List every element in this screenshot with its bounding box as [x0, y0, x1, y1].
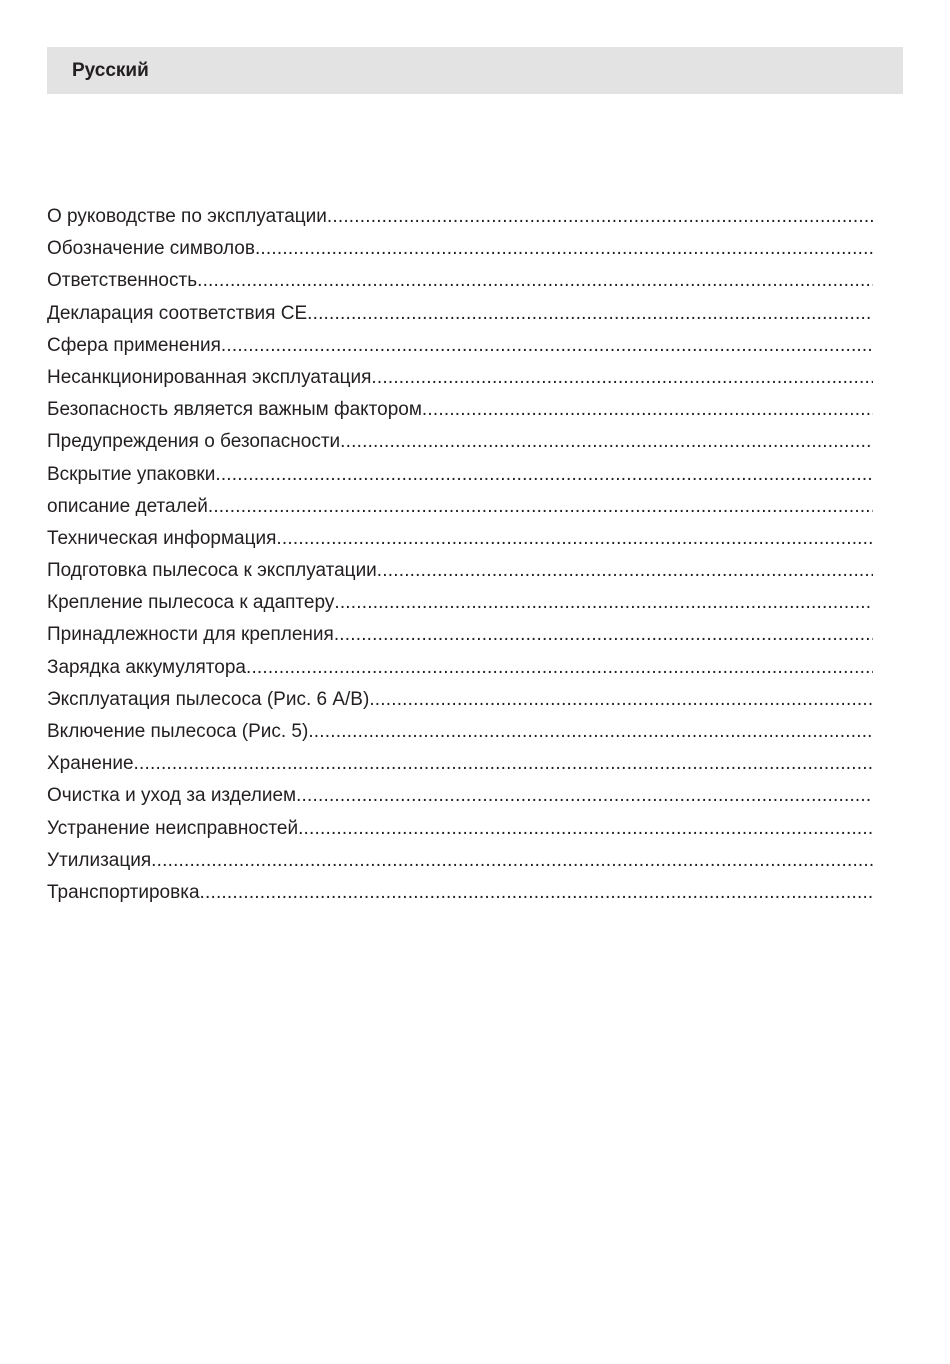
toc-entry — [47, 459, 873, 491]
toc-entry — [47, 265, 873, 297]
toc-dot-leader — [255, 233, 873, 265]
toc-entry — [47, 716, 873, 748]
toc-dot-leader — [371, 362, 873, 394]
toc-entry — [47, 233, 873, 265]
language-title: Русский — [72, 60, 149, 81]
toc-entry — [47, 491, 873, 523]
toc-dot-leader — [422, 394, 873, 426]
toc-dot-leader — [200, 877, 873, 909]
language-header-bar — [47, 47, 903, 94]
toc-dot-leader — [298, 813, 873, 845]
toc-entry-label: Несанкционированная эксплуатация — [47, 366, 372, 388]
toc-dot-leader — [327, 201, 873, 233]
toc-entry — [47, 780, 873, 812]
toc-dot-leader — [377, 555, 873, 587]
toc-entry-label: Ответственность — [47, 270, 198, 292]
toc-entry-label: Вскрытие упаковки — [47, 463, 216, 485]
toc-dot-leader — [208, 491, 873, 523]
toc-entry-label: Обозначение символов — [47, 238, 255, 260]
toc-entry — [47, 394, 873, 426]
toc-dot-leader — [246, 652, 873, 684]
toc-entry-label: Безопасность является важным фактором — [47, 399, 422, 421]
toc-entry-label: Сфера применения — [47, 334, 221, 356]
toc-entry — [47, 201, 873, 233]
toc-entry — [47, 555, 873, 587]
toc-entry-label: Транспортировка — [47, 881, 200, 903]
toc-entry-label: Очистка и уход за изделием — [47, 785, 297, 807]
toc-entry — [47, 748, 873, 780]
toc-entry — [47, 362, 873, 394]
toc-entry — [47, 587, 873, 619]
toc-entry-label: Устранение неисправностей — [47, 817, 299, 839]
toc-dot-leader — [296, 780, 873, 812]
toc-entry-label: Утилизация — [47, 849, 152, 871]
toc-dot-leader — [197, 265, 873, 297]
toc-dot-leader — [276, 523, 873, 555]
toc-entry-label: Хранение — [47, 753, 134, 775]
toc-entry — [47, 845, 873, 877]
toc-dot-leader — [215, 459, 873, 491]
toc-entry — [47, 523, 873, 555]
toc-entry — [47, 426, 873, 458]
toc-entry-label: Принадлежности для крепления — [47, 624, 334, 646]
toc-entry — [47, 652, 873, 684]
table-of-contents — [47, 201, 873, 909]
toc-dot-leader — [334, 619, 873, 651]
toc-entry-label: Зарядка аккумулятора — [47, 656, 246, 678]
toc-entry-label: Техническая информация — [47, 527, 277, 549]
toc-entry-label: Крепление пылесоса к адаптеру — [47, 592, 335, 614]
toc-entry-label: О руководстве по эксплуатации — [47, 206, 327, 227]
toc-entry-label: Предупреждения о безопасности — [47, 431, 341, 453]
toc-entry-label: Включение пылесоса (Рис. 5) — [47, 721, 309, 742]
toc-dot-leader — [307, 298, 873, 330]
toc-dot-leader — [221, 330, 873, 362]
toc-dot-leader — [369, 684, 873, 716]
toc-entry — [47, 813, 873, 845]
toc-entry-label: Эксплуатация пылесоса (Рис. 6 A/B) — [47, 688, 370, 710]
toc-dot-leader — [151, 845, 873, 877]
toc-entry-label: описание деталей — [47, 495, 208, 517]
toc-entry — [47, 684, 873, 716]
toc-dot-leader — [134, 748, 873, 780]
toc-entry-label: Декларация соответствия CE — [47, 302, 308, 324]
toc-entry-label: Подготовка пылесоса к эксплуатации — [47, 560, 377, 582]
toc-entry — [47, 330, 873, 362]
toc-entry — [47, 877, 873, 909]
toc-entry — [47, 298, 873, 330]
toc-dot-leader — [308, 716, 873, 748]
toc-dot-leader — [334, 587, 873, 619]
toc-entry — [47, 619, 873, 651]
toc-dot-leader — [340, 426, 873, 458]
